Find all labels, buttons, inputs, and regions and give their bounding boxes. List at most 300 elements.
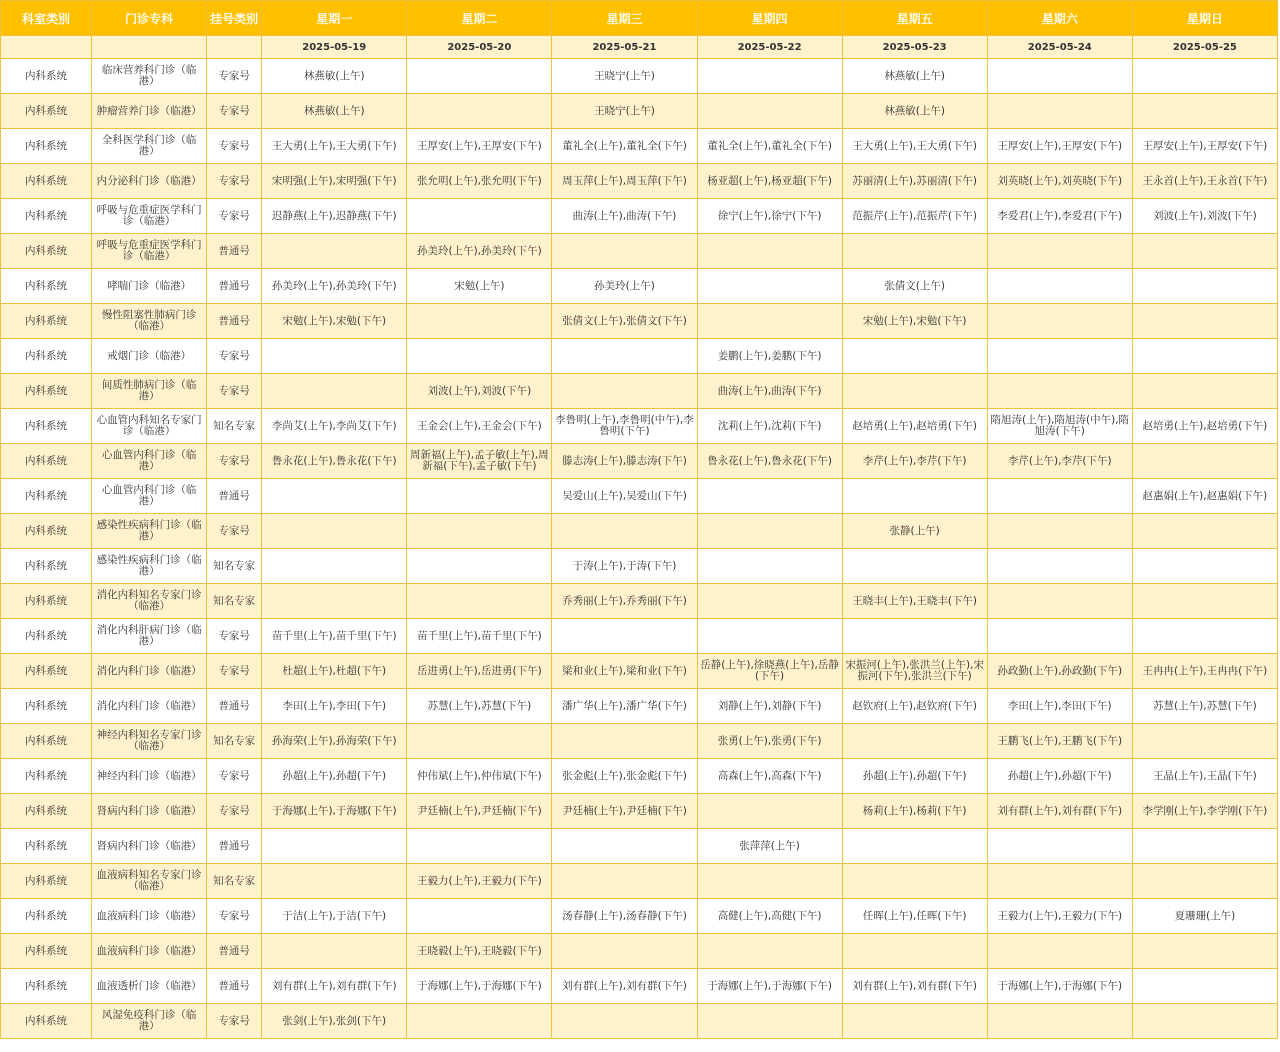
specialty-cell: 血液病科门诊（临港） — [92, 934, 207, 969]
col-header-dept-type: 科室类别 — [1, 1, 92, 36]
reg-type-cell: 普通号 — [207, 234, 262, 269]
reg-type-cell: 专家号 — [207, 759, 262, 794]
reg-type-cell: 专家号 — [207, 374, 262, 409]
date-cell-empty — [92, 36, 207, 59]
reg-type-cell: 知名专家 — [207, 409, 262, 444]
reg-type-cell: 普通号 — [207, 969, 262, 1004]
schedule-cell-thursday: 张勇(上午),张勇(下午) — [697, 724, 842, 759]
specialty-cell: 哮喘门诊（临港） — [92, 269, 207, 304]
col-header-friday: 星期五 — [842, 1, 987, 36]
dept-type-cell: 内科系统 — [1, 969, 92, 1004]
schedule-cell-monday: 鲁永花(上午),鲁永花(下午) — [262, 444, 407, 479]
schedule-cell-wednesday: 李鲁明(上午),李鲁明(中午),李鲁明(下午) — [552, 409, 697, 444]
schedule-cell-tuesday: 岳进勇(上午),岳进勇(下午) — [407, 654, 552, 689]
table-row — [1, 199, 1278, 234]
schedule-cell-tuesday — [407, 339, 552, 374]
col-header-saturday: 星期六 — [987, 1, 1132, 36]
schedule-cell-monday: 孙美玲(上午),孙美玲(下午) — [262, 269, 407, 304]
schedule-cell-monday — [262, 339, 407, 374]
specialty-cell: 间质性肺病门诊（临港） — [92, 374, 207, 409]
schedule-cell-saturday — [987, 829, 1132, 864]
schedule-cell-tuesday — [407, 899, 552, 934]
schedule-cell-friday: 任晖(上午),任晖(下午) — [842, 899, 987, 934]
dept-type-cell: 内科系统 — [1, 374, 92, 409]
schedule-cell-wednesday: 乔秀丽(上午),乔秀丽(下午) — [552, 584, 697, 619]
table-row — [1, 969, 1278, 1004]
dept-type-cell: 内科系统 — [1, 199, 92, 234]
table-row — [1, 829, 1278, 864]
schedule-cell-saturday: 王毅力(上午),王毅力(下午) — [987, 899, 1132, 934]
schedule-cell-thursday: 徐宁(上午),徐宁(下午) — [697, 199, 842, 234]
table-row — [1, 619, 1278, 654]
specialty-cell: 感染性疾病科门诊（临港） — [92, 514, 207, 549]
schedule-cell-sunday — [1132, 234, 1277, 269]
specialty-cell: 消化内科肝病门诊（临港） — [92, 619, 207, 654]
specialty-cell: 消化内科门诊（临港） — [92, 689, 207, 724]
schedule-cell-friday: 林燕敏(上午) — [842, 94, 987, 129]
schedule-cell-tuesday: 宋勉(上午) — [407, 269, 552, 304]
schedule-cell-tuesday — [407, 724, 552, 759]
schedule-cell-monday — [262, 584, 407, 619]
col-header-sunday: 星期日 — [1132, 1, 1277, 36]
reg-type-cell: 专家号 — [207, 339, 262, 374]
schedule-cell-wednesday: 董礼全(上午),董礼全(下午) — [552, 129, 697, 164]
reg-type-cell: 专家号 — [207, 129, 262, 164]
schedule-cell-monday: 于洁(上午),于洁(下午) — [262, 899, 407, 934]
schedule-cell-saturday: 隋旭涛(上午),隋旭涛(中午),隋旭涛(下午) — [987, 409, 1132, 444]
schedule-cell-monday: 李尚艾(上午),李尚艾(下午) — [262, 409, 407, 444]
schedule-cell-sunday: 赵培勇(上午),赵培勇(下午) — [1132, 409, 1277, 444]
schedule-cell-thursday: 董礼全(上午),董礼全(下午) — [697, 129, 842, 164]
specialty-cell: 神经内科门诊（临港） — [92, 759, 207, 794]
schedule-cell-wednesday: 于涛(上午),于涛(下午) — [552, 549, 697, 584]
schedule-cell-monday — [262, 549, 407, 584]
schedule-cell-saturday: 刘有群(上午),刘有群(下午) — [987, 794, 1132, 829]
reg-type-cell: 普通号 — [207, 934, 262, 969]
schedule-cell-wednesday: 潘广华(上午),潘广华(下午) — [552, 689, 697, 724]
schedule-cell-monday: 林燕敏(上午) — [262, 59, 407, 94]
schedule-cell-sunday — [1132, 339, 1277, 374]
schedule-cell-friday — [842, 619, 987, 654]
schedule-cell-friday: 王大勇(上午),王大勇(下午) — [842, 129, 987, 164]
schedule-cell-saturday: 于海娜(上午),于海娜(下午) — [987, 969, 1132, 1004]
schedule-cell-saturday — [987, 234, 1132, 269]
schedule-cell-tuesday — [407, 514, 552, 549]
schedule-cell-sunday — [1132, 864, 1277, 899]
dept-type-cell: 内科系统 — [1, 619, 92, 654]
schedule-cell-wednesday — [552, 864, 697, 899]
table-row — [1, 654, 1278, 689]
specialty-cell: 肾病内科门诊（临港） — [92, 794, 207, 829]
table-row — [1, 549, 1278, 584]
date-row — [1, 36, 1278, 59]
table-row — [1, 94, 1278, 129]
schedule-cell-sunday: 赵惠娟(上午),赵惠娟(下午) — [1132, 479, 1277, 514]
schedule-cell-saturday — [987, 864, 1132, 899]
schedule-cell-thursday — [697, 934, 842, 969]
specialty-cell: 神经内科知名专家门诊（临港） — [92, 724, 207, 759]
dept-type-cell: 内科系统 — [1, 794, 92, 829]
schedule-cell-sunday — [1132, 549, 1277, 584]
schedule-cell-saturday: 王厚安(上午),王厚安(下午) — [987, 129, 1132, 164]
schedule-cell-friday — [842, 479, 987, 514]
schedule-cell-thursday — [697, 619, 842, 654]
schedule-cell-saturday — [987, 59, 1132, 94]
dept-type-cell: 内科系统 — [1, 59, 92, 94]
schedule-cell-wednesday — [552, 514, 697, 549]
schedule-cell-thursday — [697, 794, 842, 829]
schedule-cell-saturday — [987, 584, 1132, 619]
date-cell-empty — [1, 36, 92, 59]
schedule-cell-thursday: 高森(上午),高森(下午) — [697, 759, 842, 794]
schedule-cell-sunday — [1132, 304, 1277, 339]
dept-type-cell: 内科系统 — [1, 1004, 92, 1039]
dept-type-cell: 内科系统 — [1, 129, 92, 164]
schedule-cell-monday — [262, 479, 407, 514]
schedule-cell-sunday — [1132, 724, 1277, 759]
schedule-cell-friday: 王晓丰(上午),王晓丰(下午) — [842, 584, 987, 619]
schedule-cell-friday: 张倩文(上午) — [842, 269, 987, 304]
schedule-cell-thursday — [697, 584, 842, 619]
schedule-cell-wednesday: 汤春静(上午),汤春静(下午) — [552, 899, 697, 934]
schedule-cell-saturday: 李爱君(上午),李爱君(下午) — [987, 199, 1132, 234]
schedule-cell-friday: 赵培勇(上午),赵培勇(下午) — [842, 409, 987, 444]
schedule-cell-tuesday: 于海娜(上午),于海娜(下午) — [407, 969, 552, 1004]
col-header-reg-type: 挂号类别 — [207, 1, 262, 36]
schedule-cell-sunday — [1132, 1004, 1277, 1039]
schedule-cell-thursday: 鲁永花(上午),鲁永花(下午) — [697, 444, 842, 479]
schedule-cell-wednesday — [552, 934, 697, 969]
schedule-cell-saturday — [987, 339, 1132, 374]
schedule-cell-thursday — [697, 304, 842, 339]
table-row — [1, 794, 1278, 829]
schedule-cell-sunday: 苏慧(上午),苏慧(下午) — [1132, 689, 1277, 724]
schedule-cell-tuesday: 张允明(上午),张允明(下午) — [407, 164, 552, 199]
specialty-cell: 心血管内科知名专家门诊（临港） — [92, 409, 207, 444]
schedule-cell-wednesday: 曲涛(上午),曲涛(下午) — [552, 199, 697, 234]
dept-type-cell: 内科系统 — [1, 94, 92, 129]
date-saturday: 2025-05-24 — [987, 36, 1132, 59]
schedule-cell-friday — [842, 234, 987, 269]
schedule-cell-wednesday: 尹廷楠(上午),尹廷楠(下午) — [552, 794, 697, 829]
schedule-cell-sunday — [1132, 59, 1277, 94]
schedule-cell-thursday — [697, 234, 842, 269]
table-row — [1, 164, 1278, 199]
dept-type-cell: 内科系统 — [1, 409, 92, 444]
dept-type-cell: 内科系统 — [1, 164, 92, 199]
reg-type-cell: 专家号 — [207, 794, 262, 829]
schedule-cell-wednesday — [552, 1004, 697, 1039]
schedule-cell-wednesday: 刘有群(上午),刘有群(下午) — [552, 969, 697, 1004]
specialty-cell: 心血管内科门诊（临港） — [92, 444, 207, 479]
schedule-cell-wednesday: 张倩文(上午),张倩文(下午) — [552, 304, 697, 339]
specialty-cell: 呼吸与危重症医学科门诊（临港） — [92, 234, 207, 269]
dept-type-cell: 内科系统 — [1, 444, 92, 479]
reg-type-cell: 普通号 — [207, 304, 262, 339]
reg-type-cell: 专家号 — [207, 654, 262, 689]
table-row — [1, 339, 1278, 374]
schedule-cell-sunday — [1132, 374, 1277, 409]
specialty-cell: 消化内科门诊（临港） — [92, 654, 207, 689]
table-row — [1, 374, 1278, 409]
schedule-cell-tuesday: 王晓毅(上午),王晓毅(下午) — [407, 934, 552, 969]
schedule-cell-sunday: 王永首(上午),王永首(下午) — [1132, 164, 1277, 199]
date-monday: 2025-05-19 — [262, 36, 407, 59]
schedule-cell-saturday — [987, 94, 1132, 129]
schedule-cell-thursday — [697, 59, 842, 94]
schedule-cell-tuesday: 尹廷楠(上午),尹廷楠(下午) — [407, 794, 552, 829]
schedule-cell-friday — [842, 1004, 987, 1039]
schedule-cell-thursday: 于海娜(上午),于海娜(下午) — [697, 969, 842, 1004]
reg-type-cell: 专家号 — [207, 59, 262, 94]
dept-type-cell: 内科系统 — [1, 689, 92, 724]
schedule-cell-friday: 宋勉(上午),宋勉(下午) — [842, 304, 987, 339]
reg-type-cell: 专家号 — [207, 164, 262, 199]
schedule-cell-wednesday — [552, 829, 697, 864]
reg-type-cell: 普通号 — [207, 479, 262, 514]
schedule-cell-thursday: 高健(上午),高健(下午) — [697, 899, 842, 934]
schedule-cell-tuesday — [407, 94, 552, 129]
schedule-cell-monday: 李田(上午),李田(下午) — [262, 689, 407, 724]
schedule-cell-friday: 杨莉(上午),杨莉(下午) — [842, 794, 987, 829]
dept-type-cell: 内科系统 — [1, 864, 92, 899]
schedule-cell-tuesday: 仲伟斌(上午),仲伟斌(下午) — [407, 759, 552, 794]
dept-type-cell: 内科系统 — [1, 234, 92, 269]
schedule-cell-tuesday — [407, 199, 552, 234]
schedule-cell-sunday: 王冉冉(上午),王冉冉(下午) — [1132, 654, 1277, 689]
schedule-cell-monday — [262, 514, 407, 549]
reg-type-cell: 专家号 — [207, 444, 262, 479]
schedule-cell-saturday — [987, 1004, 1132, 1039]
schedule-cell-tuesday — [407, 829, 552, 864]
schedule-cell-thursday — [697, 94, 842, 129]
dept-type-cell: 内科系统 — [1, 899, 92, 934]
schedule-cell-tuesday — [407, 59, 552, 94]
header-row — [1, 1, 1278, 36]
schedule-cell-thursday: 姜鹏(上午),姜鹏(下午) — [697, 339, 842, 374]
schedule-cell-monday: 宋勉(上午),宋勉(下午) — [262, 304, 407, 339]
table-row — [1, 514, 1278, 549]
table-row — [1, 234, 1278, 269]
schedule-cell-tuesday: 王金会(上午),王金会(下午) — [407, 409, 552, 444]
specialty-cell: 风湿免疫科门诊（临港） — [92, 1004, 207, 1039]
schedule-cell-thursday: 张萍萍(上午) — [697, 829, 842, 864]
dept-type-cell: 内科系统 — [1, 934, 92, 969]
schedule-cell-tuesday: 孙美玲(上午),孙美玲(下午) — [407, 234, 552, 269]
reg-type-cell: 专家号 — [207, 619, 262, 654]
specialty-cell: 心血管内科门诊（临港） — [92, 479, 207, 514]
schedule-cell-sunday — [1132, 444, 1277, 479]
table-row — [1, 584, 1278, 619]
col-header-thursday: 星期四 — [697, 1, 842, 36]
schedule-cell-saturday — [987, 514, 1132, 549]
specialty-cell: 内分泌科门诊（临港） — [92, 164, 207, 199]
schedule-cell-monday — [262, 234, 407, 269]
date-sunday: 2025-05-25 — [1132, 36, 1277, 59]
table-row — [1, 1004, 1278, 1039]
schedule-cell-wednesday — [552, 234, 697, 269]
schedule-cell-friday: 刘有群(上午),刘有群(下午) — [842, 969, 987, 1004]
specialty-cell: 血液透析门诊（临港） — [92, 969, 207, 1004]
schedule-cell-monday — [262, 864, 407, 899]
date-cell-empty — [207, 36, 262, 59]
schedule-cell-friday — [842, 864, 987, 899]
date-thursday: 2025-05-22 — [697, 36, 842, 59]
schedule-cell-wednesday: 孙美玲(上午) — [552, 269, 697, 304]
schedule-cell-saturday — [987, 934, 1132, 969]
schedule-cell-saturday — [987, 374, 1132, 409]
schedule-cell-friday — [842, 829, 987, 864]
schedule-cell-tuesday: 王厚安(上午),王厚安(下午) — [407, 129, 552, 164]
schedule-cell-wednesday: 张金彪(上午),张金彪(下午) — [552, 759, 697, 794]
schedule-cell-thursday — [697, 269, 842, 304]
schedule-cell-tuesday: 刘波(上午),刘波(下午) — [407, 374, 552, 409]
specialty-cell: 呼吸与危重症医学科门诊（临港） — [92, 199, 207, 234]
table-row — [1, 129, 1278, 164]
specialty-cell: 感染性疾病科门诊（临港） — [92, 549, 207, 584]
schedule-cell-thursday: 刘静(上午),刘静(下午) — [697, 689, 842, 724]
reg-type-cell: 知名专家 — [207, 864, 262, 899]
schedule-cell-wednesday — [552, 339, 697, 374]
dept-type-cell: 内科系统 — [1, 759, 92, 794]
schedule-cell-tuesday — [407, 584, 552, 619]
schedule-cell-saturday: 王鹏飞(上午),王鹏飞(下午) — [987, 724, 1132, 759]
schedule-cell-sunday: 李学刚(上午),李学刚(下午) — [1132, 794, 1277, 829]
schedule-cell-wednesday: 吴爱山(上午),吴爱山(下午) — [552, 479, 697, 514]
reg-type-cell: 专家号 — [207, 199, 262, 234]
schedule-cell-thursday — [697, 549, 842, 584]
schedule-cell-sunday: 王晶(上午),王晶(下午) — [1132, 759, 1277, 794]
schedule-cell-thursday: 杨亚超(上午),杨亚超(下午) — [697, 164, 842, 199]
schedule-cell-thursday — [697, 479, 842, 514]
schedule-cell-tuesday — [407, 479, 552, 514]
schedule-cell-friday — [842, 549, 987, 584]
schedule-cell-sunday — [1132, 94, 1277, 129]
schedule-cell-wednesday — [552, 619, 697, 654]
table-row — [1, 444, 1278, 479]
schedule-cell-tuesday: 周新福(上午),孟子敏(上午),周新福(下午),孟子敏(下午) — [407, 444, 552, 479]
specialty-cell: 全科医学科门诊（临港） — [92, 129, 207, 164]
specialty-cell: 临床营养科门诊（临港） — [92, 59, 207, 94]
schedule-cell-sunday — [1132, 584, 1277, 619]
schedule-cell-tuesday: 苗千里(上午),苗千里(下午) — [407, 619, 552, 654]
schedule-cell-wednesday: 梁和业(上午),梁和业(下午) — [552, 654, 697, 689]
schedule-cell-wednesday — [552, 724, 697, 759]
reg-type-cell: 专家号 — [207, 1004, 262, 1039]
specialty-cell: 戒烟门诊（临港） — [92, 339, 207, 374]
dept-type-cell: 内科系统 — [1, 829, 92, 864]
dept-type-cell: 内科系统 — [1, 549, 92, 584]
specialty-cell: 慢性阻塞性肺病门诊（临港） — [92, 304, 207, 339]
date-wednesday: 2025-05-21 — [552, 36, 697, 59]
table-row — [1, 689, 1278, 724]
reg-type-cell: 知名专家 — [207, 584, 262, 619]
schedule-cell-friday: 林燕敏(上午) — [842, 59, 987, 94]
dept-type-cell: 内科系统 — [1, 304, 92, 339]
schedule-cell-friday: 赵钦府(上午),赵钦府(下午) — [842, 689, 987, 724]
table-row — [1, 304, 1278, 339]
schedule-cell-monday: 张剑(上午),张剑(下午) — [262, 1004, 407, 1039]
schedule-cell-saturday: 孙政勤(上午),孙政勤(下午) — [987, 654, 1132, 689]
dept-type-cell: 内科系统 — [1, 269, 92, 304]
schedule-cell-wednesday: 滕志涛(上午),滕志涛(下午) — [552, 444, 697, 479]
schedule-cell-monday: 刘有群(上午),刘有群(下午) — [262, 969, 407, 1004]
col-header-monday: 星期一 — [262, 1, 407, 36]
schedule-cell-sunday — [1132, 969, 1277, 1004]
dept-type-cell: 内科系统 — [1, 514, 92, 549]
schedule-cell-saturday — [987, 619, 1132, 654]
schedule-cell-saturday: 李田(上午),李田(下午) — [987, 689, 1132, 724]
reg-type-cell: 知名专家 — [207, 724, 262, 759]
dept-type-cell: 内科系统 — [1, 724, 92, 759]
schedule-cell-tuesday — [407, 1004, 552, 1039]
schedule-cell-thursday: 沈莉(上午),沈莉(下午) — [697, 409, 842, 444]
reg-type-cell: 专家号 — [207, 899, 262, 934]
schedule-cell-monday: 孙超(上午),孙超(下午) — [262, 759, 407, 794]
schedule-cell-thursday: 曲涛(上午),曲涛(下午) — [697, 374, 842, 409]
schedule-cell-monday: 杜超(上午),杜超(下午) — [262, 654, 407, 689]
table-row — [1, 899, 1278, 934]
reg-type-cell: 专家号 — [207, 514, 262, 549]
schedule-cell-friday: 宋振河(上午),张洪兰(上午),宋振河(下午),张洪兰(下午) — [842, 654, 987, 689]
schedule-cell-tuesday: 王毅力(上午),王毅力(下午) — [407, 864, 552, 899]
reg-type-cell: 普通号 — [207, 829, 262, 864]
schedule-cell-tuesday — [407, 549, 552, 584]
specialty-cell: 肿瘤营养门诊（临港） — [92, 94, 207, 129]
specialty-cell: 肾病内科门诊（临港） — [92, 829, 207, 864]
schedule-cell-saturday — [987, 304, 1132, 339]
reg-type-cell: 知名专家 — [207, 549, 262, 584]
schedule-cell-saturday — [987, 479, 1132, 514]
schedule-cell-tuesday — [407, 304, 552, 339]
schedule-cell-sunday: 王厚安(上午),王厚安(下午) — [1132, 129, 1277, 164]
schedule-cell-sunday: 夏珊珊(上午) — [1132, 899, 1277, 934]
schedule-cell-monday — [262, 829, 407, 864]
schedule-cell-thursday — [697, 864, 842, 899]
reg-type-cell: 专家号 — [207, 94, 262, 129]
specialty-cell: 血液病科门诊（临港） — [92, 899, 207, 934]
col-header-wednesday: 星期三 — [552, 1, 697, 36]
schedule-cell-tuesday: 苏慧(上午),苏慧(下午) — [407, 689, 552, 724]
schedule-cell-wednesday: 周玉萍(上午),周玉萍(下午) — [552, 164, 697, 199]
schedule-cell-friday: 范振芹(上午),范振芹(下午) — [842, 199, 987, 234]
dept-type-cell: 内科系统 — [1, 654, 92, 689]
schedule-cell-friday — [842, 339, 987, 374]
schedule-cell-monday: 王大勇(上午),王大勇(下午) — [262, 129, 407, 164]
dept-type-cell: 内科系统 — [1, 584, 92, 619]
specialty-cell: 血液病科知名专家门诊（临港） — [92, 864, 207, 899]
date-tuesday: 2025-05-20 — [407, 36, 552, 59]
schedule-cell-saturday — [987, 269, 1132, 304]
schedule-body — [1, 59, 1278, 1039]
schedule-cell-monday: 苗千里(上午),苗千里(下午) — [262, 619, 407, 654]
schedule-cell-thursday — [697, 514, 842, 549]
schedule-cell-friday: 孙超(上午),孙超(下午) — [842, 759, 987, 794]
schedule-cell-wednesday — [552, 374, 697, 409]
table-row — [1, 409, 1278, 444]
schedule-cell-monday: 迟静燕(上午),迟静燕(下午) — [262, 199, 407, 234]
schedule-cell-wednesday: 王晓宁(上午) — [552, 59, 697, 94]
table-row — [1, 724, 1278, 759]
schedule-cell-friday: 张静(上午) — [842, 514, 987, 549]
table-row — [1, 269, 1278, 304]
schedule-cell-saturday: 李芹(上午),李芹(下午) — [987, 444, 1132, 479]
reg-type-cell: 普通号 — [207, 689, 262, 724]
reg-type-cell: 普通号 — [207, 269, 262, 304]
schedule-cell-saturday: 刘英晓(上午),刘英晓(下午) — [987, 164, 1132, 199]
dept-type-cell: 内科系统 — [1, 479, 92, 514]
schedule-cell-friday — [842, 724, 987, 759]
